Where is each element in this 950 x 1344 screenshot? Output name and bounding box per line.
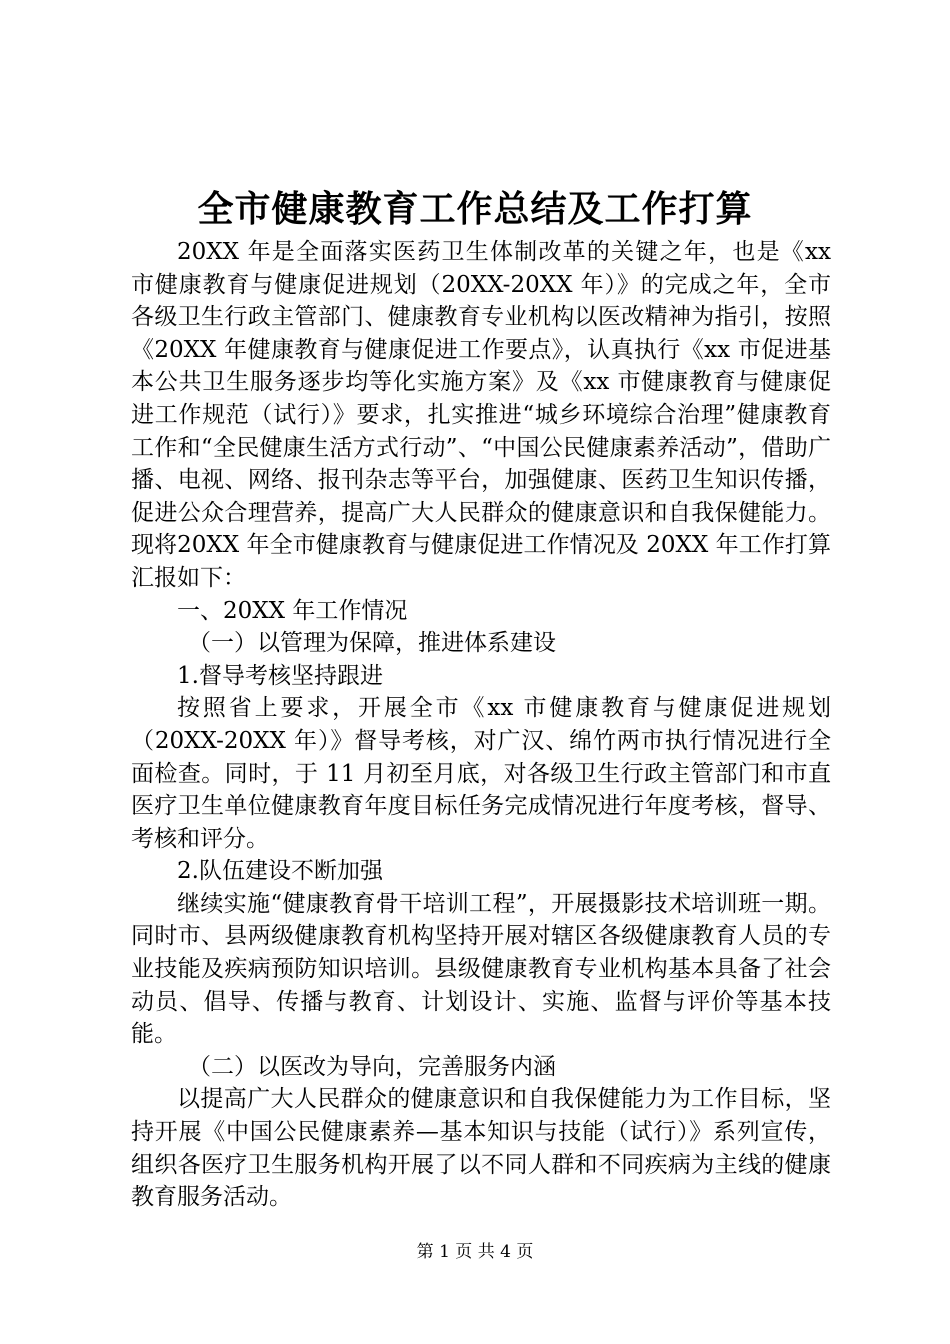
item-heading: 2.队伍建设不断加强 [177, 858, 383, 885]
page-number-footer: 第 1 页 共 4 页 [416, 1242, 534, 1262]
intro-paragraph: 20XX 年是全面落实医药卫生体制改革的关键之年，也是《xx 市健康教育与健康促进规划（20XX-20XX 年）》的完成之年，全市各级卫生行政主管部门、健康教育专业机构以医改精神为指引，按照《20XX 年健康教育与健康促进工作要点》，认真执行《xx 市促进基本公共卫生服务逐步均等化实施方案》及《xx 市健康教育与健康促进工作规范（试行）》要求，扎实推进“城乡环境综合治理”健康教育工作和“全民健康生活方式行动”、“中国公民健康素养活动”，借助广播、电视、网络、报刊杂志等平台，加强健康、医药卫生知识传播，促进公众合理营养，提高广大人民群众的健康意识和自我保健能力。现将20XX 年全市健康教育与健康促进工作情况及 20XX 年工作打算汇报如下： [131, 239, 831, 591]
document-title: 全市健康教育工作总结及工作打算 [197, 189, 753, 230]
body-paragraph: 继续实施“健康教育骨干培训工程”，开展摄影技术培训班一期。同时市、县两级健康教育机构坚持开展对辖区各级健康教育人员的专业技能及疾病预防知识培训。县级健康教育专业机构基本具备了社会动员、倡导、传播与教育、计划设计、实施、监督与评价等基本技能。 [131, 890, 831, 1048]
subsection-heading: （二）以医改为导向，完善服务内涵 [188, 1053, 556, 1080]
body-paragraph: 按照省上要求，开展全市《xx 市健康教育与健康促进规划（20XX-20XX 年）》督导考核，对广汉、绵竹两市执行情况进行全面检查。同时，于 11 月初至月底，对各级卫生行政主管部门和市直医疗卫生单位健康教育年度目标任务完成情况进行年度考核，督导、考核和评分。 [131, 695, 831, 852]
body-paragraph: 以提高广大人民群众的健康意识和自我保健能力为工作目标，坚持开展《中国公民健康素养—基本知识与技能（试行）》系列宣传，组织各医疗卫生服务机构开展了以不同人群和不同疾病为主线的健康教育服务活动。 [131, 1086, 831, 1211]
document-body [131, 236, 831, 1214]
subsection-heading: （一）以管理为保障，推进体系建设 [188, 630, 556, 657]
section-heading: 一、20XX 年工作情况 [177, 597, 408, 624]
item-heading: 1.督导考核坚持跟进 [177, 662, 383, 689]
